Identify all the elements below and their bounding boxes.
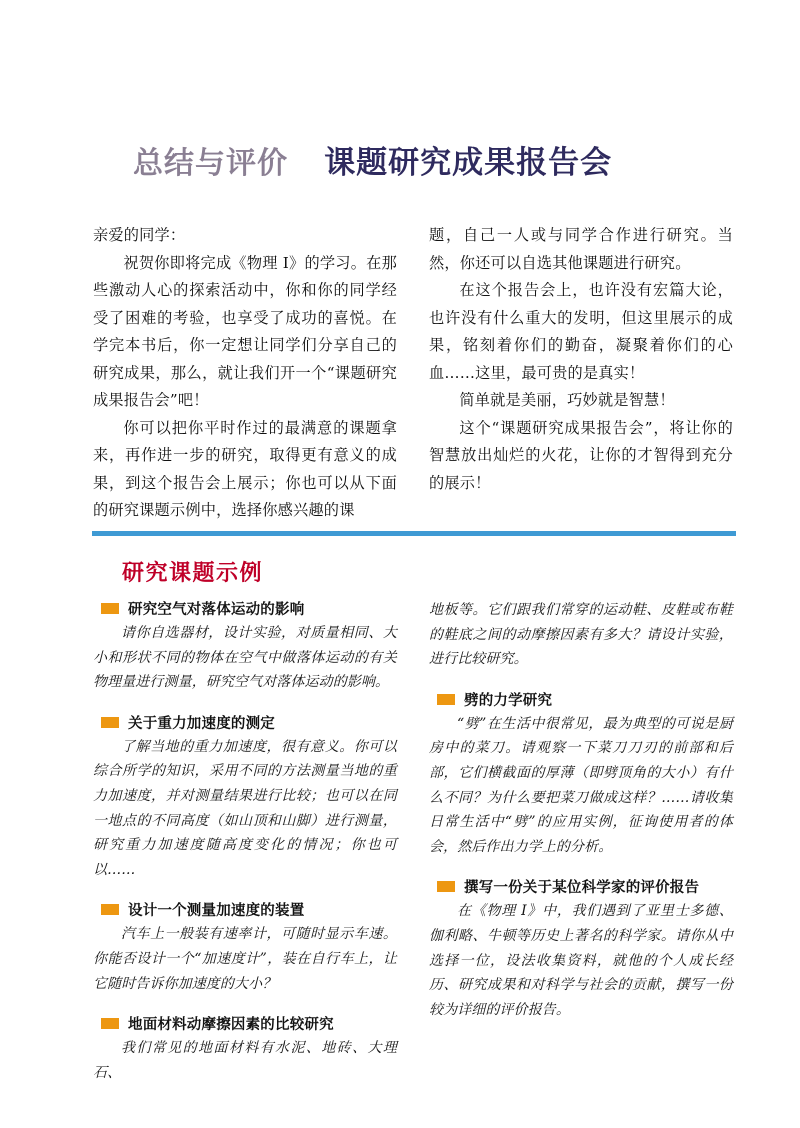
topic-item-continuation [429, 598, 733, 672]
topic-item [93, 712, 397, 883]
topic-header [429, 689, 733, 710]
topic-body: 汽车上一般装有速率计，可随时显示车速。你能否设计一个“加速度计”，装在自行车上，让它随时告诉你加速度的大小？ [93, 926, 397, 992]
topic-body: 在《物理 I》中，我们遇到了亚里士多德、伽利略、牛顿等历史上著名的科学家。请你从中选择一位，设法收集资料，就他的个人成长经历、研究成果和对科学与社会的贡献，撰写一份较为详细的评价报告。 [429, 903, 733, 1018]
intro-paragraph: 在这个报告会上，也许没有宏篇大论，也许没有什么重大的发明，但这里展示的成果，铭刻着你们的勤奋，凝聚着你们的心血……这里，最可贵的是真实！ [429, 281, 733, 382]
topics-column-left [93, 598, 397, 1085]
topic-header [93, 712, 397, 733]
topic-title: 地面材料动摩擦因素的比较研究 [128, 1017, 334, 1034]
intro-paragraph: 题，自己一人或与同学合作进行研究。当然，你还可以自选其他课题进行研究。 [429, 226, 733, 272]
topic-body: 我们常见的地面材料有水泥、地砖、大理石、 [93, 1040, 397, 1081]
topic-header [429, 876, 733, 897]
topic-body: 了解当地的重力加速度，很有意义。你可以综合所学的知识，采用不同的方法测量当地的重力加速度，并对测量结果进行比较；也可以在同一地点的不同高度（如山顶和山脚）进行测量，研究重力加速度随高度变化的情况；你也可以…… [93, 738, 397, 878]
section-divider [92, 531, 736, 536]
topic-body: “劈”在生活中很常见，最为典型的可说是厨房中的菜刀。请观察一下菜刀刀刃的前部和后部，它们横截面的厚薄（即劈顶角的大小）有什么不同？为什么要把菜刀做成这样？……请收集日常生活中“劈”的应用实例，征询使用者的体会，然后作出力学上的分析。 [429, 715, 733, 855]
topics-column-right [429, 598, 733, 1085]
orange-square-bullet-icon [437, 694, 455, 705]
intro-section [93, 222, 733, 525]
topic-body: 请你自选器材，设计实验，对质量相同、大小和形状不同的物体在空气中做落体运动的有关物理量进行测量，研究空气对落体运动的影响。 [93, 625, 397, 691]
intro-paragraph: 你可以把你平时作过的最满意的课题拿来，再作进一步的研究，取得更有意义的成果，到这个报告会上展示；你也可以从下面的研究课题示例中，选择你感兴趣的课 [93, 418, 397, 519]
topic-title: 研究空气对落体运动的影响 [128, 602, 305, 618]
orange-square-bullet-icon [101, 717, 119, 728]
topic-header [93, 899, 397, 920]
orange-square-bullet-icon [437, 881, 455, 892]
page-title [133, 145, 613, 181]
topics-section [93, 598, 733, 1085]
intro-salutation: 亲爱的同学： [93, 226, 186, 244]
page-title-main: 课题研究成果报告会 [324, 145, 613, 181]
topic-item [429, 689, 733, 860]
topic-title: 撰写一份关于某位科学家的评价报告 [464, 880, 700, 897]
topic-title: 关于重力加速度的测定 [128, 715, 275, 732]
intro-column-right [429, 222, 733, 525]
intro-paragraph: 这个“课题研究成果报告会”，将让你的智慧放出灿烂的火花，让你的才智得到充分的展示！ [429, 418, 733, 492]
intro-paragraph: 简单就是美丽，巧妙就是智慧！ [459, 391, 675, 409]
topic-title: 劈的力学研究 [464, 692, 553, 709]
topic-item [429, 876, 733, 1022]
orange-square-bullet-icon [101, 1018, 119, 1029]
topic-item [93, 1013, 397, 1085]
topic-body: 地板等。它们跟我们常穿的运动鞋、皮鞋或布鞋的鞋底之间的动摩擦因素有多大？请设计实验，进行比较研究。 [429, 602, 733, 668]
intro-paragraph: 祝贺你即将完成《物理 I》的学习。在那些激动人心的探索活动中，你和你的同学经受了困难的考验，也享受了成功的喜悦。在学完本书后，你一定想让同学们分享自己的研究成果，那么，就让我们开一个“课题研究成果报告会”吧！ [93, 253, 397, 409]
topic-title: 设计一个测量加速度的装置 [128, 903, 305, 920]
page-title-prefix: 总结与评价 [133, 146, 288, 181]
topic-header [93, 598, 397, 619]
topic-item [93, 598, 397, 695]
intro-column-left [93, 222, 397, 525]
orange-square-bullet-icon [101, 904, 119, 915]
page-content [88, 0, 736, 1128]
section-title: 研究课题示例 [122, 560, 264, 586]
orange-square-bullet-icon [101, 603, 119, 614]
topic-header [93, 1013, 397, 1034]
topic-item [93, 899, 397, 996]
